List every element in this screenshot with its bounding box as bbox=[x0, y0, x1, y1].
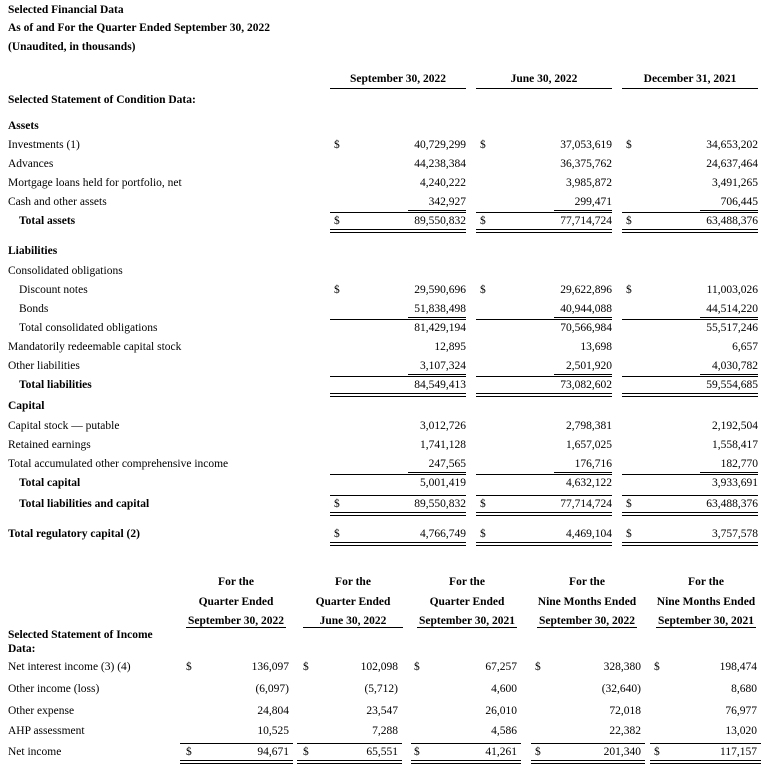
income-row-label: Other income (loss) bbox=[8, 683, 100, 695]
value-cell: 59,554,685 bbox=[706, 379, 758, 391]
income-value-cell: 41,261 bbox=[485, 746, 517, 758]
value-cell: 3,933,691 bbox=[712, 477, 758, 489]
row-label: Total liabilities and capital bbox=[19, 498, 150, 510]
double-rule bbox=[622, 512, 758, 516]
income-column-header: September 30, 2022 bbox=[188, 615, 284, 627]
income-value-cell: (6,097) bbox=[255, 683, 289, 695]
income-value-cell: 8,680 bbox=[731, 683, 757, 695]
income-value-cell: 4,586 bbox=[491, 725, 517, 737]
value-cell: 36,375,762 bbox=[560, 158, 612, 170]
row-label: Assets bbox=[8, 120, 39, 132]
double-rule bbox=[476, 229, 612, 233]
double-rule bbox=[411, 760, 521, 764]
income-value-cell: 72,018 bbox=[609, 705, 641, 717]
value-cell: 342,927 bbox=[428, 196, 466, 208]
dollar-sign: $ bbox=[480, 498, 486, 510]
condition-column-header: September 30, 2022 bbox=[350, 73, 446, 85]
row-label: Cash and other assets bbox=[8, 196, 107, 208]
dollar-sign: $ bbox=[186, 661, 192, 673]
total-rule bbox=[650, 743, 761, 744]
value-cell: 5,001,419 bbox=[420, 477, 466, 489]
row-label: Mortgage loans held for portfolio, net bbox=[8, 177, 182, 189]
income-column-header: Quarter Ended bbox=[429, 596, 505, 608]
value-cell: 44,238,384 bbox=[414, 158, 466, 170]
row-label: Consolidated obligations bbox=[8, 265, 123, 277]
income-column-header: September 30, 2022 bbox=[539, 615, 635, 627]
underline-rule bbox=[408, 317, 466, 318]
income-value-cell: 328,380 bbox=[603, 661, 641, 673]
dollar-sign: $ bbox=[535, 661, 541, 673]
value-cell: 4,766,749 bbox=[420, 528, 466, 540]
underline-rule bbox=[554, 374, 612, 375]
total-rule bbox=[180, 743, 293, 744]
value-cell: 182,770 bbox=[720, 458, 758, 470]
income-value-cell: 10,525 bbox=[257, 725, 289, 737]
double-rule bbox=[531, 760, 645, 764]
total-rule bbox=[330, 319, 466, 320]
header-rule bbox=[330, 88, 466, 89]
dollar-sign: $ bbox=[480, 215, 486, 227]
value-cell: 13,698 bbox=[580, 341, 612, 353]
dollar-sign: $ bbox=[334, 528, 340, 540]
income-value-cell: 198,474 bbox=[719, 661, 757, 673]
row-label: Capital bbox=[8, 400, 45, 412]
dollar-sign: $ bbox=[303, 746, 309, 758]
double-rule bbox=[330, 512, 466, 516]
income-column-header: For the bbox=[335, 576, 371, 588]
income-column-header: Quarter Ended bbox=[315, 596, 391, 608]
value-cell: 73,082,602 bbox=[560, 379, 612, 391]
underline-rule bbox=[700, 472, 758, 473]
income-column-header: Nine Months Ended bbox=[656, 596, 756, 608]
dollar-sign: $ bbox=[535, 746, 541, 758]
dollar-sign: $ bbox=[654, 661, 660, 673]
income-value-cell: 4,600 bbox=[491, 683, 517, 695]
value-cell: 29,622,896 bbox=[560, 284, 612, 296]
value-cell: 3,757,578 bbox=[712, 528, 758, 540]
double-rule bbox=[650, 760, 761, 764]
value-cell: 2,192,504 bbox=[712, 420, 758, 432]
header-rule bbox=[476, 88, 612, 89]
income-value-cell: 13,020 bbox=[725, 725, 757, 737]
row-label: Total assets bbox=[19, 215, 76, 227]
double-rule bbox=[476, 542, 612, 546]
value-cell: 40,729,299 bbox=[414, 139, 466, 151]
income-value-cell: 22,382 bbox=[609, 725, 641, 737]
total-rule bbox=[476, 319, 612, 320]
total-rule bbox=[476, 212, 612, 213]
header-rule bbox=[656, 627, 756, 628]
value-cell: 176,716 bbox=[574, 458, 612, 470]
underline-rule bbox=[700, 374, 758, 375]
value-cell: 34,653,202 bbox=[706, 139, 758, 151]
double-rule bbox=[330, 542, 466, 546]
income-value-cell: (5,712) bbox=[364, 683, 398, 695]
value-cell: 51,838,498 bbox=[414, 303, 466, 315]
row-label: Liabilities bbox=[8, 245, 58, 257]
value-cell: 84,549,413 bbox=[414, 379, 466, 391]
value-cell: 89,550,832 bbox=[414, 498, 466, 510]
value-cell: 29,590,696 bbox=[414, 284, 466, 296]
row-label: Total regulatory capital (2) bbox=[8, 528, 140, 540]
double-rule bbox=[330, 229, 466, 233]
value-cell: 11,003,026 bbox=[706, 284, 758, 296]
income-row-label: Other expense bbox=[8, 705, 75, 717]
value-cell: 4,240,222 bbox=[420, 177, 466, 189]
income-row-label: Net interest income (3) (4) bbox=[8, 661, 131, 673]
value-cell: 63,488,376 bbox=[706, 498, 758, 510]
underline-rule bbox=[700, 210, 758, 211]
row-label: Total capital bbox=[19, 477, 81, 489]
dollar-sign: $ bbox=[626, 284, 632, 296]
row-label: Capital stock — putable bbox=[8, 420, 120, 432]
income-value-cell: 136,097 bbox=[251, 661, 289, 673]
value-cell: 40,944,088 bbox=[560, 303, 612, 315]
total-rule bbox=[622, 376, 758, 377]
header-rule bbox=[622, 88, 758, 89]
income-value-cell: 65,551 bbox=[366, 746, 398, 758]
condition-column-header: December 31, 2021 bbox=[643, 73, 737, 85]
value-cell: 706,445 bbox=[720, 196, 758, 208]
income-value-cell: 26,010 bbox=[485, 705, 517, 717]
dollar-sign: $ bbox=[414, 661, 420, 673]
income-column-header: September 30, 2021 bbox=[658, 615, 754, 627]
total-rule bbox=[476, 495, 612, 496]
total-rule bbox=[622, 319, 758, 320]
underline-rule bbox=[554, 317, 612, 318]
report-note: (Unaudited, in thousands) bbox=[8, 41, 136, 53]
income-value-cell: 76,977 bbox=[725, 705, 757, 717]
dollar-sign: $ bbox=[626, 215, 632, 227]
total-rule bbox=[531, 743, 645, 744]
income-row-label: AHP assessment bbox=[8, 725, 85, 737]
income-value-cell: 94,671 bbox=[257, 746, 289, 758]
underline-rule bbox=[554, 472, 612, 473]
income-column-header: Nine Months Ended bbox=[537, 596, 637, 608]
income-column-header: For the bbox=[449, 576, 485, 588]
header-rule bbox=[186, 627, 286, 628]
value-cell: 55,517,246 bbox=[706, 322, 758, 334]
value-cell: 4,632,122 bbox=[566, 477, 612, 489]
dollar-sign: $ bbox=[626, 139, 632, 151]
report-title: Selected Financial Data bbox=[8, 4, 124, 16]
value-cell: 70,566,984 bbox=[560, 322, 612, 334]
value-cell: 12,895 bbox=[434, 341, 466, 353]
total-rule bbox=[622, 474, 758, 475]
double-rule bbox=[476, 393, 612, 397]
double-rule bbox=[476, 512, 612, 516]
value-cell: 299,471 bbox=[574, 196, 612, 208]
double-rule bbox=[622, 229, 758, 233]
double-rule bbox=[622, 393, 758, 397]
value-cell: 4,469,104 bbox=[566, 528, 612, 540]
dollar-sign: $ bbox=[303, 661, 309, 673]
income-row-label: Net income bbox=[8, 746, 62, 758]
row-label: Total consolidated obligations bbox=[19, 322, 158, 334]
value-cell: 44,514,220 bbox=[706, 303, 758, 315]
income-value-cell: (32,640) bbox=[601, 683, 641, 695]
double-rule bbox=[622, 542, 758, 546]
dollar-sign: $ bbox=[414, 746, 420, 758]
income-value-cell: 67,257 bbox=[485, 661, 517, 673]
value-cell: 3,012,726 bbox=[420, 420, 466, 432]
value-cell: 77,714,724 bbox=[560, 215, 612, 227]
total-rule bbox=[622, 212, 758, 213]
row-label: Advances bbox=[8, 158, 54, 170]
total-rule bbox=[330, 495, 466, 496]
report-subtitle: As of and For the Quarter Ended September 30, 2022 bbox=[8, 22, 270, 34]
row-label: Total liabilities bbox=[19, 379, 92, 391]
value-cell: 1,657,025 bbox=[566, 439, 612, 451]
dollar-sign: $ bbox=[334, 215, 340, 227]
income-column-header: For the bbox=[688, 576, 724, 588]
income-value-cell: 7,288 bbox=[372, 725, 398, 737]
row-label: Other liabilities bbox=[8, 360, 80, 372]
income-value-cell: 201,340 bbox=[603, 746, 641, 758]
row-label: Investments (1) bbox=[8, 139, 80, 151]
income-value-cell: 102,098 bbox=[360, 661, 398, 673]
income-value-cell: 117,157 bbox=[720, 746, 757, 758]
double-rule bbox=[180, 760, 293, 764]
income-section-title: Selected Statement of Income bbox=[8, 629, 153, 641]
value-cell: 2,798,381 bbox=[566, 420, 612, 432]
row-label: Mandatorily redeemable capital stock bbox=[8, 341, 182, 353]
value-cell: 2,501,920 bbox=[566, 360, 612, 372]
underline-rule bbox=[408, 374, 466, 375]
dollar-sign: $ bbox=[626, 498, 632, 510]
row-label: Discount notes bbox=[19, 284, 88, 296]
condition-column-header: June 30, 2022 bbox=[510, 73, 578, 85]
income-column-header: Quarter Ended bbox=[198, 596, 274, 608]
dollar-sign: $ bbox=[186, 746, 192, 758]
dollar-sign: $ bbox=[654, 746, 660, 758]
header-rule bbox=[417, 627, 517, 628]
value-cell: 1,558,417 bbox=[712, 439, 758, 451]
dollar-sign: $ bbox=[626, 528, 632, 540]
header-rule bbox=[537, 627, 637, 628]
value-cell: 24,637,464 bbox=[706, 158, 758, 170]
double-rule bbox=[297, 760, 402, 764]
value-cell: 37,053,619 bbox=[560, 139, 612, 151]
value-cell: 4,030,782 bbox=[712, 360, 758, 372]
header-rule bbox=[303, 627, 403, 628]
dollar-sign: $ bbox=[480, 528, 486, 540]
value-cell: 77,714,724 bbox=[560, 498, 612, 510]
total-rule bbox=[476, 376, 612, 377]
dollar-sign: $ bbox=[480, 284, 486, 296]
income-column-header: For the bbox=[569, 576, 605, 588]
income-value-cell: 23,547 bbox=[366, 705, 398, 717]
underline-rule bbox=[408, 210, 466, 211]
dollar-sign: $ bbox=[334, 139, 340, 151]
total-rule bbox=[411, 743, 521, 744]
total-rule bbox=[330, 376, 466, 377]
total-rule bbox=[330, 474, 466, 475]
value-cell: 3,985,872 bbox=[566, 177, 612, 189]
value-cell: 6,657 bbox=[732, 341, 758, 353]
income-column-header: June 30, 2022 bbox=[319, 615, 387, 627]
income-column-header: September 30, 2021 bbox=[419, 615, 515, 627]
income-section-title-cont: Data: bbox=[8, 643, 36, 655]
condition-section-title: Selected Statement of Condition Data: bbox=[8, 94, 196, 106]
dollar-sign: $ bbox=[334, 284, 340, 296]
value-cell: 247,565 bbox=[428, 458, 466, 470]
row-label: Retained earnings bbox=[8, 439, 91, 451]
total-rule bbox=[622, 495, 758, 496]
row-label: Bonds bbox=[19, 303, 49, 315]
dollar-sign: $ bbox=[480, 139, 486, 151]
total-rule bbox=[297, 743, 402, 744]
income-value-cell: 24,804 bbox=[257, 705, 289, 717]
income-column-header: For the bbox=[218, 576, 254, 588]
value-cell: 81,429,194 bbox=[414, 322, 466, 334]
underline-rule bbox=[700, 317, 758, 318]
total-rule bbox=[330, 212, 466, 213]
value-cell: 89,550,832 bbox=[414, 215, 466, 227]
double-rule bbox=[330, 393, 466, 397]
dollar-sign: $ bbox=[334, 498, 340, 510]
value-cell: 1,741,128 bbox=[420, 439, 466, 451]
value-cell: 63,488,376 bbox=[706, 215, 758, 227]
value-cell: 3,107,324 bbox=[420, 360, 466, 372]
underline-rule bbox=[408, 472, 466, 473]
row-label: Total accumulated other comprehensive income bbox=[8, 458, 229, 470]
value-cell: 3,491,265 bbox=[712, 177, 758, 189]
total-rule bbox=[476, 474, 612, 475]
underline-rule bbox=[554, 210, 612, 211]
